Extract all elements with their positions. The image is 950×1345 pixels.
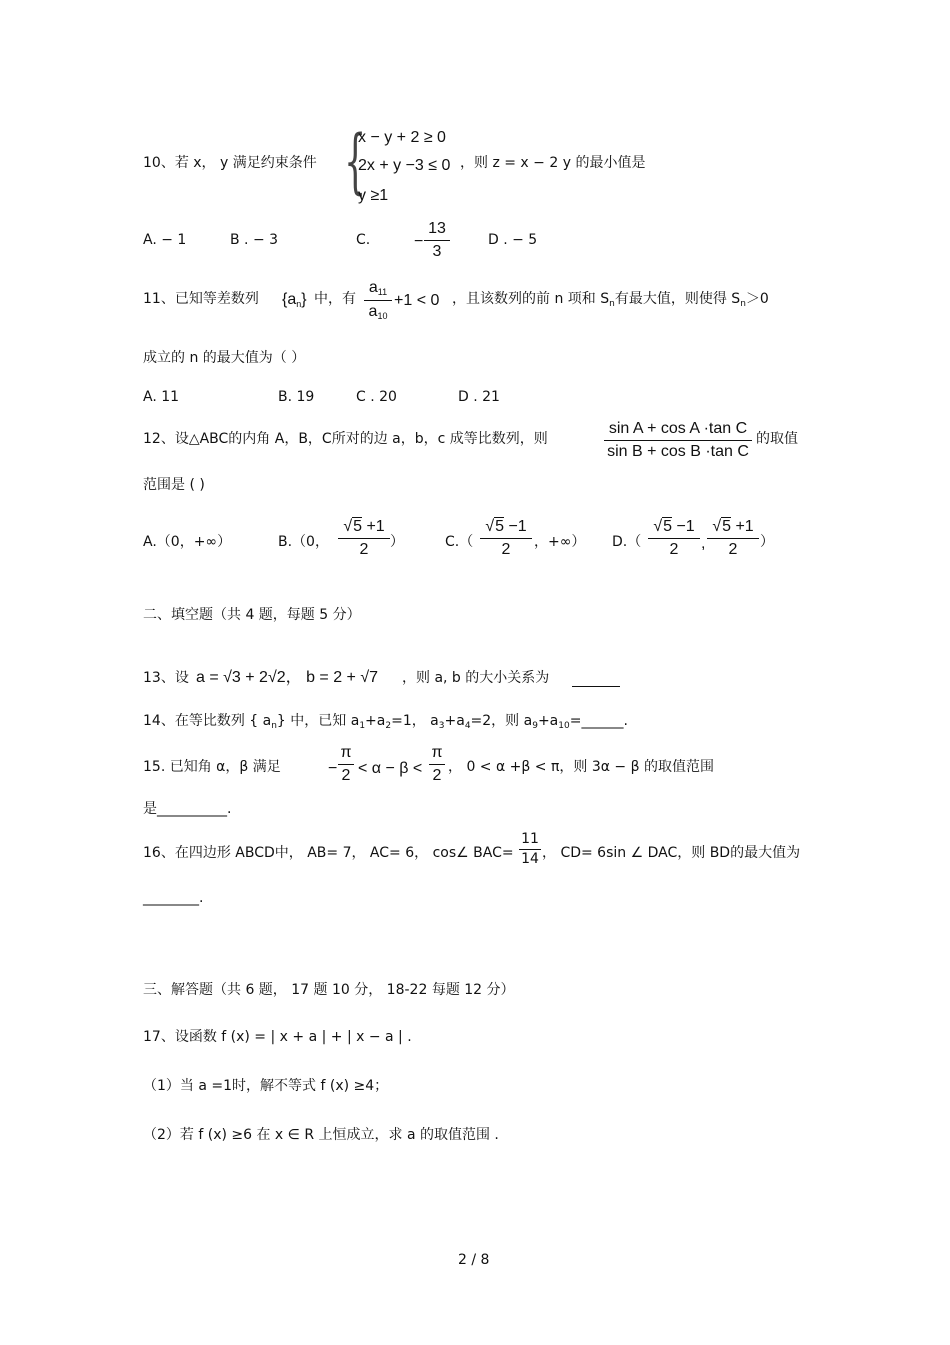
q10-prefix: 10、若 x， y 满足约束条件 xyxy=(143,155,317,171)
fraction-numerator: $a_{11}$ xyxy=(368,279,388,297)
q14-text: 14、在等比数列 { $a_n$} 中，已知 $a_1+a_2=1$， $a_3+a_4=2$，则 $a_9+a_{10}=\_\_\_\_\_\_$. xyxy=(143,713,628,731)
q12-line2: 范围是 ( ) xyxy=(143,477,205,493)
q11-line2: 成立的 n 的最大值为（ ） xyxy=(143,350,306,366)
q10-option-d: D . − 5 xyxy=(488,232,538,248)
q12-prefix: 12、设△ABC的内角 A，B，C所对的边 a，b，c 成等比数列，则 xyxy=(143,431,548,447)
q11-inequality: +1 < 0 xyxy=(394,292,440,309)
q15-pi-half-fraction-2 xyxy=(429,744,445,784)
q11-mid: 中，有 xyxy=(314,291,356,307)
fraction-numerator: √5 −1 xyxy=(653,518,695,535)
q11-ratio-fraction xyxy=(364,279,392,322)
q12-option-c-post: ，+∞） xyxy=(534,534,586,550)
q12-trig-fraction xyxy=(604,420,752,460)
q10-option-c-sign: − xyxy=(414,233,424,250)
q12-option-b-fraction xyxy=(338,518,390,558)
fraction-numerator: π xyxy=(431,744,443,761)
q10-option-a: A. − 1 xyxy=(143,232,187,248)
q10-constraint-1: x − y + 2 ≥ 0 xyxy=(358,129,446,146)
fraction-denominator: 2 xyxy=(341,766,351,784)
fraction-numerator: π xyxy=(340,744,352,761)
q11-prefix: 11、已知等差数列 xyxy=(143,291,259,307)
fraction-denominator: 14 xyxy=(521,851,539,868)
q15-neg-sign: − xyxy=(328,760,338,777)
q15-line2: 是__________. xyxy=(143,801,232,817)
fraction-denominator: 2 xyxy=(669,540,679,558)
q15-pi-half-fraction-1 xyxy=(338,744,354,784)
fraction-numerator: √5 −1 xyxy=(485,518,527,535)
section-solution-heading: 三、解答题（共 6 题， 17 题 10 分， 18-22 每题 12 分） xyxy=(143,982,515,998)
q17-line1: 17、设函数 f (x) = | x + a | + | x − a | . xyxy=(143,1029,412,1045)
q16-cos-fraction xyxy=(519,832,541,868)
q12-option-b-pre: B.（0， xyxy=(278,534,329,550)
q12-option-d-comma: , xyxy=(701,535,706,552)
fraction-numerator: 11 xyxy=(521,831,539,847)
constraint-brace: { xyxy=(344,120,367,202)
q13-answer-blank xyxy=(572,670,620,692)
q10-option-c-fraction xyxy=(424,220,450,260)
q10-constraint-2: 2x + y −3 ≤ 0 xyxy=(358,157,451,174)
q10-constraint-3: y ≥1 xyxy=(358,187,389,204)
q11-option-c: C . 20 xyxy=(356,389,397,405)
fraction-denominator: 2 xyxy=(359,540,369,558)
fraction-numerator: 13 xyxy=(428,220,446,237)
q12-option-b-post: ） xyxy=(390,534,404,550)
q15-suffix: ， 0 < α +β < π，则 3α − β 的取值范围 xyxy=(448,759,714,775)
q12-option-c-fraction xyxy=(480,518,532,558)
fraction-denominator: 3 xyxy=(432,242,442,260)
section-fill-in-heading: 二、填空题（共 4 题，每题 5 分） xyxy=(143,607,361,623)
q16-suffix: ， CD= 6sin ∠ DAC，则 BD的最大值为 xyxy=(542,845,801,861)
q12-option-d-fraction-2 xyxy=(707,518,759,558)
fraction-denominator: $a_{10}$ xyxy=(368,302,388,321)
fraction-denominator: 2 xyxy=(728,540,738,558)
fraction-numerator: √5 +1 xyxy=(343,518,385,535)
q16-line2: ________. xyxy=(143,890,204,906)
q12-option-d-fraction-1 xyxy=(648,518,700,558)
q11-option-d: D . 21 xyxy=(458,389,500,405)
q11-sequence: $\{a_n\}$ xyxy=(282,291,307,309)
q13-expression: a = √3 + 2√2， b = 2 + √7 xyxy=(196,669,379,686)
q15-mid: < α − β < xyxy=(358,760,423,777)
q11-suffix: ，且该数列的前 n 项和 $S_n$有最大值，则使得 $S_n>0$ xyxy=(452,291,769,309)
q13-suffix: ，则 a, b 的大小关系为 xyxy=(402,670,550,686)
q12-option-c-pre: C.（ xyxy=(445,534,474,550)
q11-option-a: A. 11 xyxy=(143,389,180,405)
q12-option-d-post: ） xyxy=(760,534,774,550)
fraction-denominator: 2 xyxy=(501,540,511,558)
q16-prefix: 16、在四边形 ABCD中， AB= 7， AC= 6， cos∠ BAC= xyxy=(143,845,514,861)
fraction-denominator: sin B + cos B ·tan C xyxy=(607,442,749,460)
fraction-numerator: √5 +1 xyxy=(712,518,754,535)
q13-prefix: 13、设 xyxy=(143,670,189,686)
q11-option-b: B. 19 xyxy=(278,389,315,405)
q10-suffix: ，则 z = x − 2 y 的最小值是 xyxy=(460,155,646,171)
q12-option-d-pre: D.（ xyxy=(612,534,642,550)
q12-option-a: A.（0，+∞） xyxy=(143,534,232,550)
q10-option-c-label: C. xyxy=(356,232,371,248)
q15-prefix: 15. 已知角 α，β 满足 xyxy=(143,759,281,775)
fraction-denominator: 2 xyxy=(432,766,442,784)
page-number: 2 / 8 xyxy=(458,1252,490,1268)
fraction-numerator: sin A + cos A ·tan C xyxy=(608,420,748,437)
q17-part1: （1）当 a =1时，解不等式 f (x) ≥4； xyxy=(143,1078,389,1094)
q12-suffix: 的取值 xyxy=(756,431,798,447)
q17-part2: （2）若 f (x) ≥6 在 x ∈ R 上恒成立，求 a 的取值范围 . xyxy=(143,1127,499,1143)
q10-option-b: B . − 3 xyxy=(230,232,279,248)
